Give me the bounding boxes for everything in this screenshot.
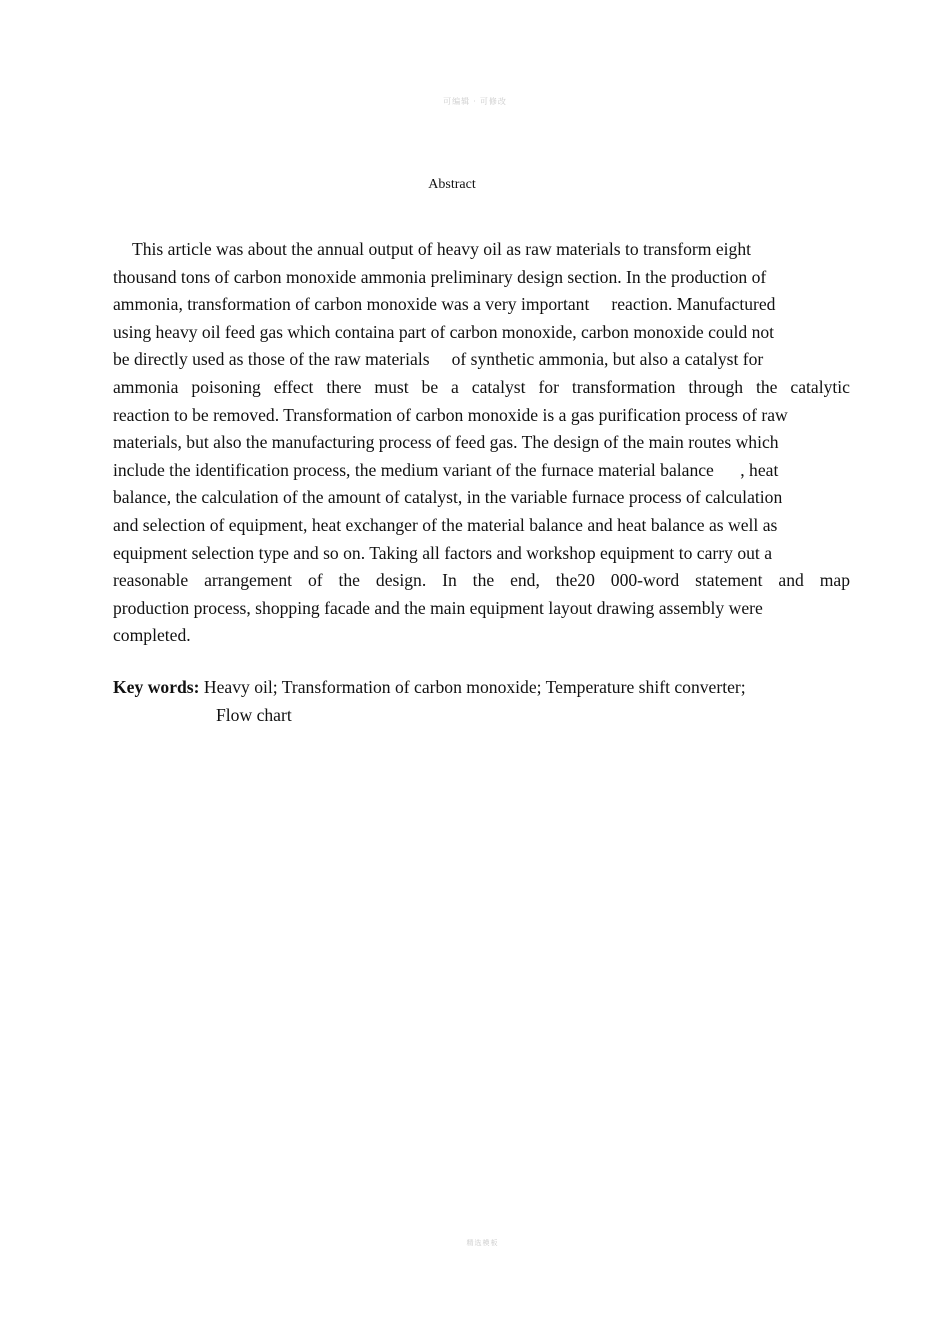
abstract-line: ammonia poisoning effect there must be a catalyst for transformation through the catalytic [113, 376, 850, 397]
abstract-line: balance, the calculation of the amount of catalyst, in the variable furnace process of calculation [113, 487, 783, 508]
abstract-line: and selection of equipment, heat exchanger of the material balance and heat balance as well as [113, 514, 778, 535]
keywords-text-continued: Flow chart [216, 704, 292, 725]
abstract-line: ammonia, transformation of carbon monoxide was a very important reaction. Manufactured [113, 294, 776, 315]
header-watermark: 可编辑 · 可修改 [443, 97, 507, 106]
keywords-text: Heavy oil; Transformation of carbon monoxide; Temperature shift converter; [203, 677, 746, 697]
abstract-line: be directly used as those of the raw materials of synthetic ammonia, but also a catalyst for [113, 349, 764, 370]
abstract-line: completed. [113, 625, 191, 646]
abstract-paragraph [113, 236, 850, 650]
keywords-block [113, 674, 850, 729]
abstract-line: reasonable arrangement of the design. In the end, the20 000-word statement and map [113, 570, 850, 591]
abstract-line: materials, but also the manufacturing process of feed gas. The design of the main routes which [113, 432, 779, 453]
abstract-line: reaction to be removed. Transformation of carbon monoxide is a gas purification process of raw [113, 404, 788, 425]
abstract-line: using heavy oil feed gas which containa part of carbon monoxide, carbon monoxide could not [113, 321, 775, 342]
abstract-line: This article was about the annual output of heavy oil as raw materials to transform eight [132, 239, 752, 259]
footer-watermark: 精选模板 [466, 1239, 499, 1247]
abstract-line: thousand tons of carbon monoxide ammonia preliminary design section. In the production of [113, 266, 767, 287]
page-title: Abstract [428, 177, 476, 192]
keywords-label: Key words: [113, 677, 200, 697]
abstract-line: include the identification process, the medium variant of the furnace material balance , heat [113, 459, 779, 480]
abstract-line: production process, shopping facade and the main equipment layout drawing assembly were [113, 597, 763, 618]
abstract-line: equipment selection type and so on. Taking all factors and workshop equipment to carry out a [113, 542, 773, 563]
